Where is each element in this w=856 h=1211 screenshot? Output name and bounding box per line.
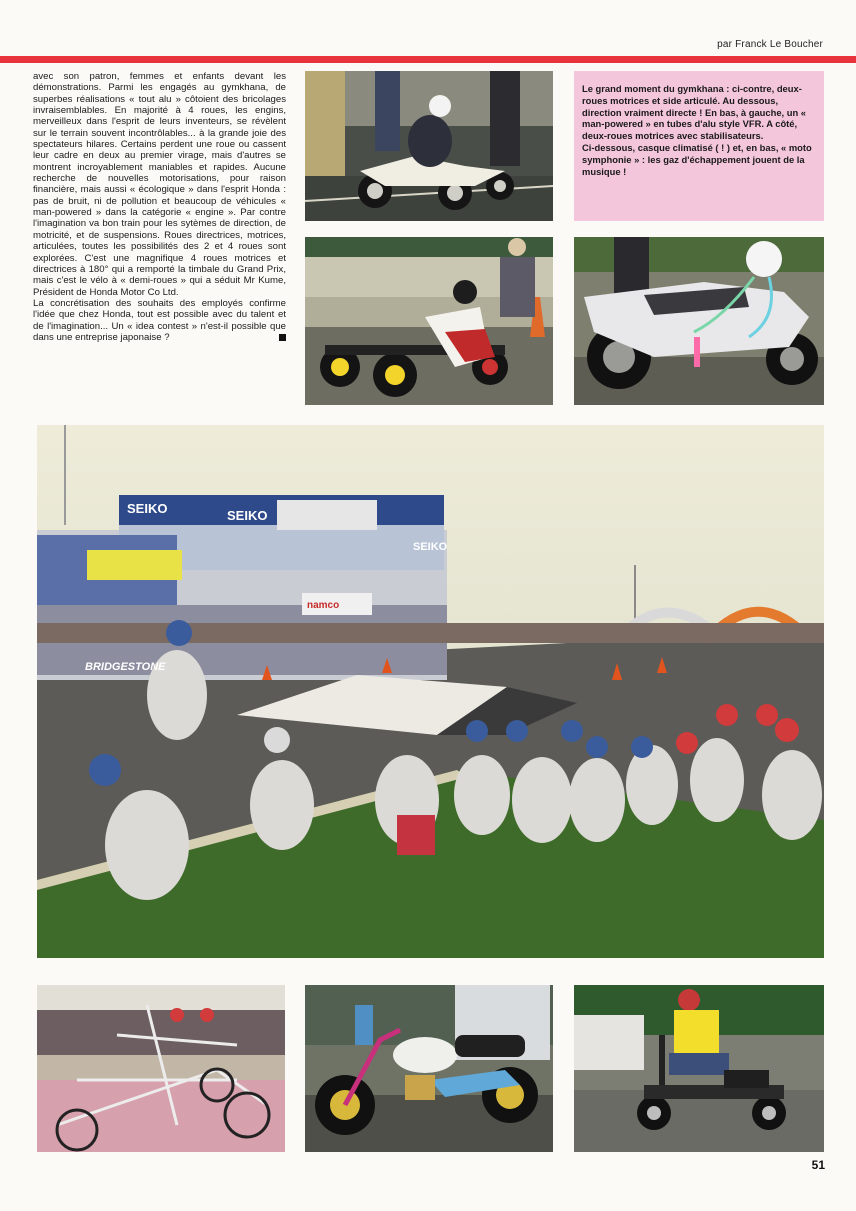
sign-seiko-2: SEIKO xyxy=(227,508,268,523)
byline: par Franck Le Boucher xyxy=(717,39,823,50)
photo-vfr-motorcycle xyxy=(574,237,824,405)
photo-moto-symphonie xyxy=(305,985,553,1152)
article-paragraph-2-text: La concrétisation des souhaits des employés confirme l'idée que chez Honda, tout est possible avec du talent et de l'imagination... Un « idea contest » n'est-il possible que dans une entreprise japonaise ? xyxy=(33,297,286,343)
sign-seiko-3: SEIKO xyxy=(413,541,448,553)
sign-bridgestone: BRIDGESTONE xyxy=(85,661,166,673)
sign-seiko-1: SEIKO xyxy=(127,501,168,516)
page-number: 51 xyxy=(811,1158,825,1172)
article-paragraph-2 xyxy=(33,298,286,343)
photo-two-wheel-drive-bike xyxy=(305,71,553,221)
photo-direct-steering-vehicle xyxy=(305,237,553,405)
article-paragraph-1: avec son patron, femmes et enfants devant les démonstrations. Parmi les engagés au gymkhana, de superbes réalisations « tout alu » côtoient des bricolages invraisemblables. En majorité à 4 roues, les engins, merveilleux dans l'esprit de leurs inventeurs, se révèlent sur le terrain souvent incontrôlables... à la grande joie des spectateurs hilares. Certains perdent une roue ou cassent leur cadre en deux au premier virage, mais d'autres se montrent incroyablement maniables et rapides. Aucune recherche de nouvelles motorisations, pour raison financière, mais aussi « écologique » dans l'esprit Honda : pas de bruit, ni de pollution et beaucoup de véhicules « man-powered » dans la catégorie « engine ». Par contre l'imagination va bon train pour les sytèmes de direction, de motricité, et de suspensions. Roues directrices, motrices, articulées, toutes les possibilités des 2 et 4 roues sont explorées. C'est une magnifique 4 roues motrices et directrices à 180° qui a remporté la timbale du Grand Prix, mais c'est le vélo à « demi-roues » qui a séduit Mr Kume, Président de Honda Motor Co Ltd. xyxy=(33,71,286,298)
photo-gymkhana-circuit xyxy=(37,425,824,958)
photo-stabiliser-bike xyxy=(574,985,824,1152)
photo-man-powered-vehicle xyxy=(37,985,285,1152)
photo-caption-box xyxy=(574,71,824,221)
end-mark-icon xyxy=(279,334,286,341)
sign-namco: namco xyxy=(307,600,340,611)
caption-part-2: Ci-dessous, casque climatisé ( ! ) et, en bas, « moto symphonie » : les gaz d'échappement jouent de la musique ! xyxy=(582,141,812,177)
header-rule xyxy=(0,56,856,63)
article-body xyxy=(33,71,286,343)
caption-part-1: Le grand moment du gymkhana : ci-contre, deux-roues motrices et side articulé. Au dessous, direction vraiment directe ! En bas, à gauche, un « man-powered » en tubes d'alu style VFR. A côté, deux-roues motrices avec stabilisateurs. xyxy=(582,83,807,142)
